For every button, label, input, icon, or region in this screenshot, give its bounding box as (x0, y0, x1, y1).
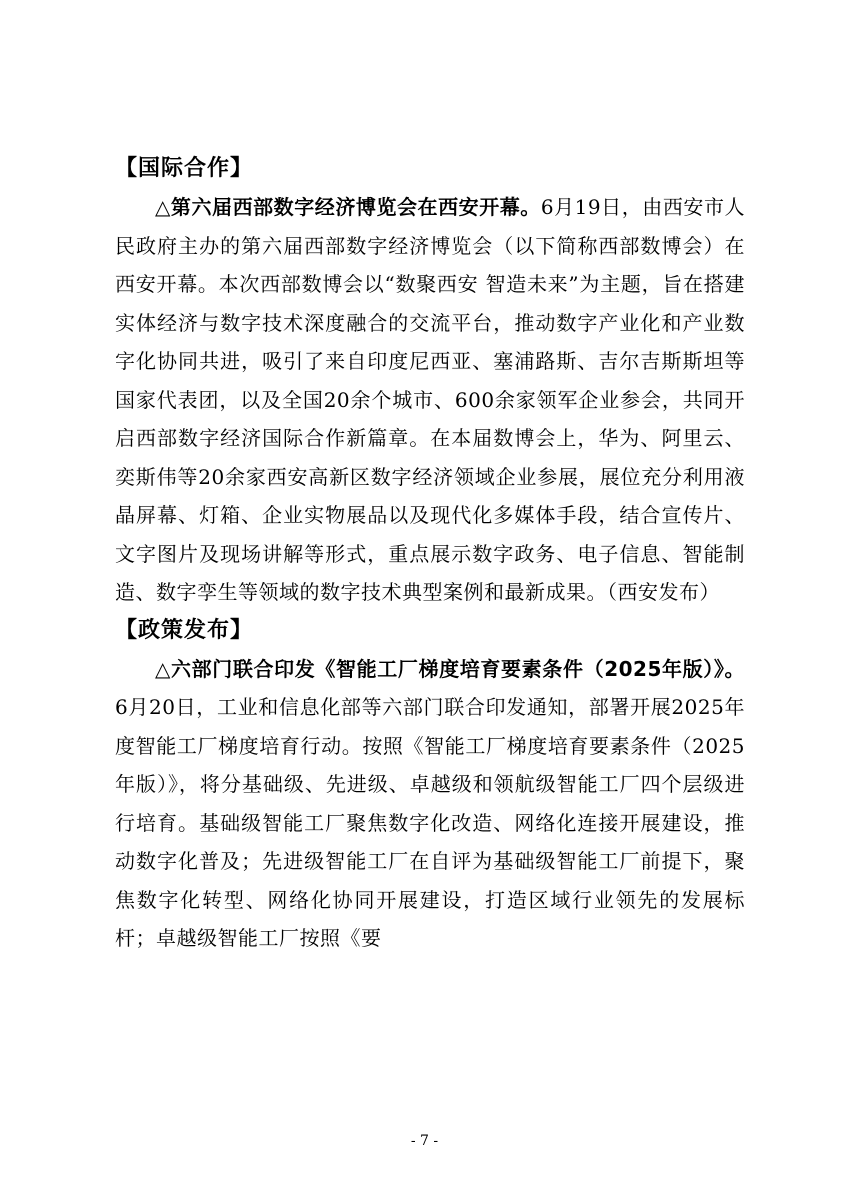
paragraph-policy (115, 650, 745, 958)
paragraph-lead-policy: △六部门联合印发《智能工厂梯度培育要素条件（2025年版）》。 (155, 656, 745, 681)
section-heading-policy: 【政策发布】 (115, 617, 254, 643)
section-heading-international: 【国际合作】 (115, 156, 254, 181)
paragraph-body-policy: 6月20日，工业和信息化部等六部门联合印发通知，部署开展2025年度智能工厂梯度培育行动。按照《智能工厂梯度培育要素条件（2025年版）》，将分基础级、先进级、卓越级和领航级智能工厂四个层级进行培育。基础级智能工厂聚焦数字化改造、网络化连接开展建设，推动数字化普及；先进级智能工厂在自评为基础级智能工厂前提下，聚焦数字化转型、网络化协同开展建设，打造区域行业领先的发展标杆；卓越级智能工厂按照《要 (115, 695, 745, 950)
page-number: - 7 - (410, 1133, 439, 1149)
document-page (115, 150, 745, 958)
paragraph-lead-expo: △第六届西部数字经济博览会在西安开幕。 (155, 195, 541, 219)
paragraph-body-expo: 6月19日，由西安市人民政府主办的第六届西部数字经济博览会（以下简称西部数博会）在西安开幕。本次西部数博会以“数聚西安 智造未来”为主题，旨在搭建实体经济与数字技术深度融合的交流平台，推动数字产业化和产业数字化协同共进，吸引了来自印度尼西亚、塞浦路斯、吉尔吉斯斯坦等国家代表团，以及全国20余个城市、600余家领军企业参会，共同开启西部数字经济国际合作新篇章。在本届数博会上，华为、阿里云、奕斯伟等20余家西安高新区数字经济领域企业参展，展位充分利用液晶屏幕、灯箱、企业实物展品以及现代化多媒体手段，结合宣传片、文字图片及现场讲解等形式，重点展示数字政务、电子信息、智能制造、数字孪生等领域的数字技术典型案例和最新成果。（西安发布） (115, 195, 745, 604)
paragraph-expo (115, 188, 745, 612)
